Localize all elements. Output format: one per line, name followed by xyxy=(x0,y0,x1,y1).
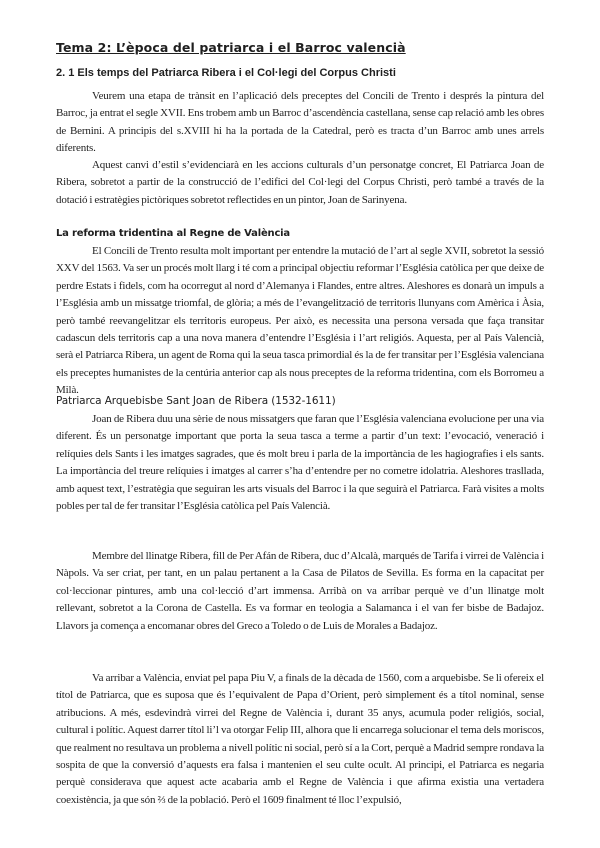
subheading-reform: La reforma tridentina al Regne de València xyxy=(56,228,290,239)
intro-paragraph-1: Veurem una etapa de trànsit en l’aplicació dels preceptes del Concili de Trento i després la pintura del Barroc, ja entrat el segle XVII. Ens trobem amb un Barroc d’ascendència castellana, sense cap relació amb les obres de Bernini. A principis del s.XVIII hi ha la portada de la Catedral, però es tracta d’un Barroc amb unes arrels diferents. xyxy=(56,90,544,155)
patriarch-paragraph-1: Joan de Ribera duu una sèrie de nous missatgers que faran que l’Església valenciana evolucione per una via diferent. És un personatge important que porta la seua tasca a terme a partir d’un text: l’evocació, veneració i relíquies dels Sants i les imatges sagrades, que és molt breu i parla de la importància de les hagiografies i els sants. La importància del treure relíquies i imatges al carrer s’ha d’entendre per no cometre idolatria. Aleshores traslladа, amb aquest text, l’estratègia que seguiran les arts visuals del Barroc i la que seguirà el Patriarca. Farà visites a molts pobles per tal de fer transitar l’Església catòlica pel País Valencià. xyxy=(56,413,544,513)
subheading-patriarch: Patriarca Arquebisbe Sant Joan de Ribera (1532-1611) xyxy=(56,395,336,407)
patriarch-paragraph-2: Membre del llinatge Ribera, fill de Per Afán de Ribera, duc d’Alcalà, marqués de Tarifa i virrei de València i Nàpols. Va ser criat, per tant, en un palau pertanent a la Casa de Pilatos de Sevilla. Es forma en la capacitat per col·leccionar pintures, amb una col·lecció d’art immensa. Arribà on va arribar perquè ve d’un llinatge molt rellevant, sobretot a la Corona de Castella. Es va formar en teologia a Salamanca i el van fer bisbe de Badajoz. Llavors ja comença a encomanar obres del Greco a Toledo o de Luis de Morales a Badajoz. xyxy=(56,550,544,632)
section-heading: 2. 1 Els temps del Patriarca Ribera i el Col·legi del Corpus Christi xyxy=(56,67,396,79)
intro-paragraph-2: Aquest canvi d’estil s’evidenciarà en les accions culturals d’un personatge concret, El Patriarca Joan de Ribera, sobretot a partir de la construcció de l’edifici del Col·legi del Corpus Christi, però també a través de la dotació i estratègies pictòriques sobretot reflectides en un pintor, Joan de Sarinyena. xyxy=(56,159,544,206)
patriarch-paragraph-3: Va arribar a València, enviat pel papa Piu V, a finals de la dècada de 1560, com a arquebisbe. Se li ofereix el títol de Patriarca, que es suposa que és l’equivalent de Papa d’Orient, però simplement és a títol nominal, sense atribucions. A més, esdevindrà virrei del Regne de València i, durant 35 anys, acumula poder religiós, social, cultural i polític. Aquest darrer títol li’l va otorgar Felip III, alhora que li encarrega solucionar el tema dels moriscos, que realment no resultava un problema a nivell polític ni social, però sí a la Cort, perquè a Madrid sempre rondava la sospita de que la conversió d’aquests era falsa i mantenien el seu culte ocult. Al principi, el Patriarca es negaria perquè considerava que aquest acte acabaria amb el Regne de València i que afirma existia una vertadera coexistència, ja que són ⅔ de la població. Però el 1609 finalment té lloc l’expulsió, xyxy=(56,672,544,806)
reform-paragraph: El Concili de Trento resulta molt important per entendre la mutació de l’art al segle XVII, sobretot la sessió XXV del 1563. Va ser un procés molt llarg i té com a principal objectiu reformar l’Església catòlica per que deixe de perdre Estats i fidels, com ha ocorregut al nord d’Alemanya i Flandes, entre altres. Aleshores es donarà un impuls a l’Església amb un missatge triomfal, de glòria; a més de l’evangelització de territoris llunyans com Amèrica i Àsia, però també reevangelitzar els territoris europeus. Per això, es necessita una persona versada que faça transitar cadascun dels territoris cap a una nova manera d’entendre l’Església i l’art religiós. Aquesta, per al País Valencià, serà el Patriarca Ribera, un agent de Roma qui la seua tasca primordial és la de fer transitar per l’Església valenciana els preceptes humanistes de la centúria anterior cap als nous preceptes de la reforma tridentina, com els Borromeu a Milà. xyxy=(56,245,544,397)
document-title: Tema 2: L’època del patriarca i el Barroc valencià xyxy=(56,40,406,55)
